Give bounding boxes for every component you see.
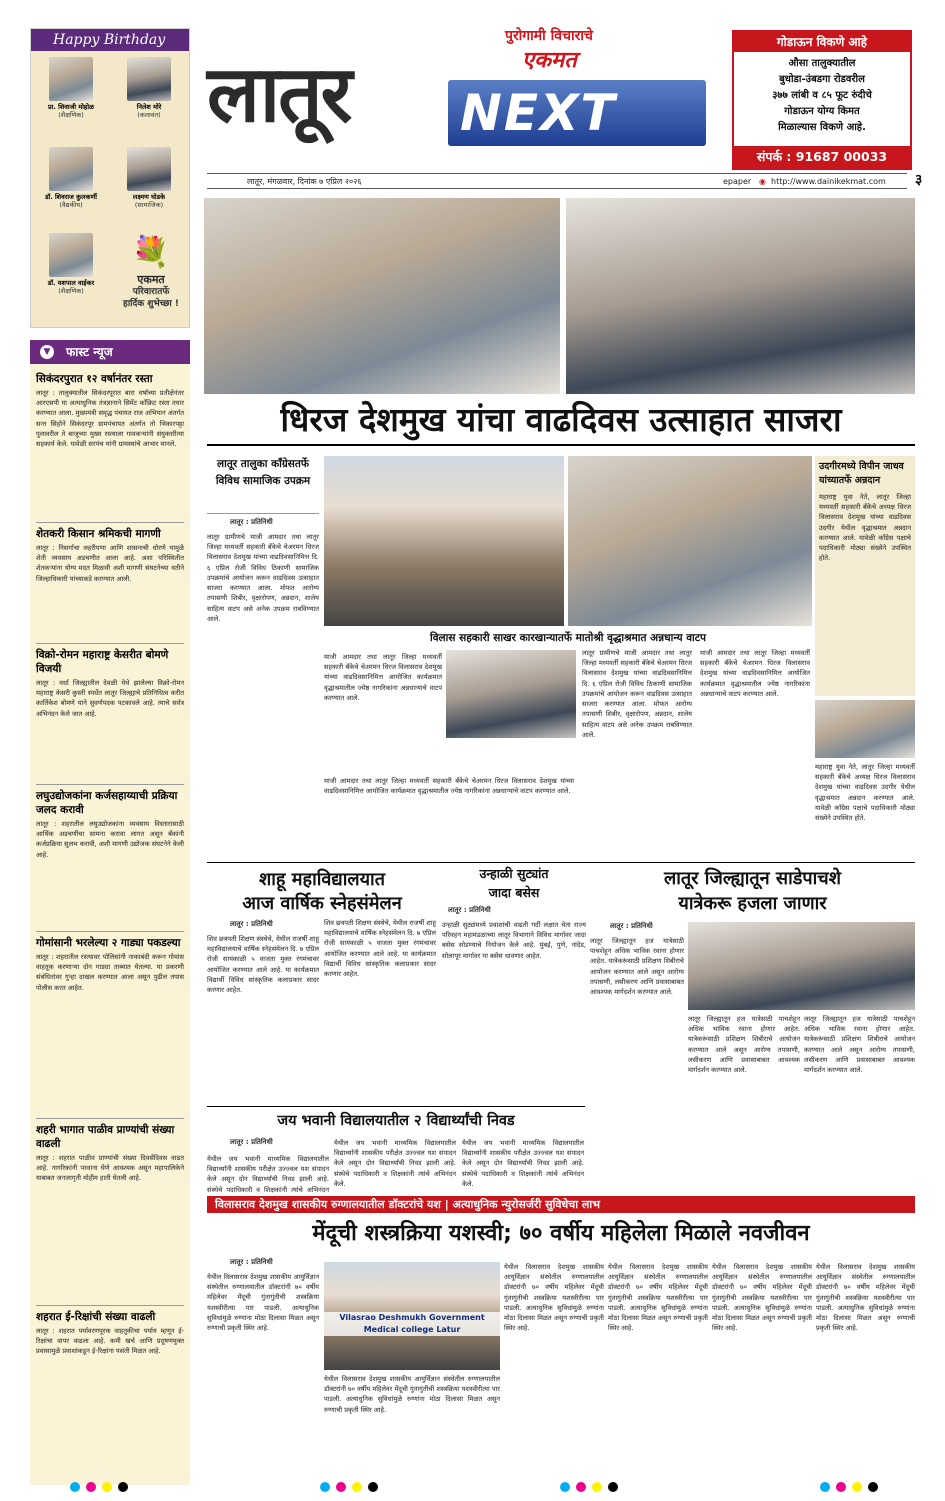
byline: लातूर : प्रतिनिधी [230, 920, 273, 928]
news-headline: गोमांसानी भरलेल्या २ गाड्या पकडल्या [36, 937, 181, 949]
article-body: लातूर जिल्ह्यातून हज यात्रेसाठी पाचशेहून अधिक भाविक रवाना होणार आहेत. यात्रेकरूंसाठी प्रशिक्षण शिबीराचे आयोजन करण्यात आले असून आरोग्य तपासणी, लसीकरण आणि प्रवासाबाबत आवश्यक मार्गदर्शन करण्यात आले. [590, 937, 684, 997]
globe-icon: ◉ [759, 177, 766, 186]
chevron-down-icon: ▼ [40, 345, 54, 359]
ad-body: औसा तालुक्यातील बुधोडा-उंबडगा रोडवरील ३७७ लांबी व ८५ फूट रुंदीचे गोडाऊन योग्य किमत मिळाल्यास विकणे आहे. [772, 58, 872, 133]
registration-mark [336, 1482, 346, 1492]
article-body: येथील जय भवानी माध्यमिक विद्यालयातील विद्यार्थ्यांनी शासकीय परीक्षेत उज्ज्वल यश संपादन केले असून दोन विद्यार्थ्यांची निवड झाली आहे. संस्थेचे पदाधिकारी व शिक्षकांनी त्यांचे अभिनंदन केले. [462, 1139, 584, 1188]
birthday-person: डॉ. यशपाल वाईकर (शैक्षणिक) [35, 233, 107, 296]
birthday-title: Happy Birthday [31, 29, 189, 51]
article-body: माजी आमदार तथा लातूर जिल्हा मध्यवर्ती सहकारी बँकेचे चेअरमन धिरज विलासराव देशमुख यांच्या वाढदिवसानिमित्त आयोजित कार्यक्रमात वृद्धाश्रमातील ज्येष्ठ नागरिकांना अन्नधान्याचे वाटप करण्यात आले. [700, 649, 810, 698]
divider [36, 784, 184, 785]
article-body: लातूर जिल्ह्यातून हज यात्रेसाठी पाचशेहून अधिक भाविक रवाना होणार आहेत. यात्रेकरूंसाठी प्रशिक्षण शिबीराचे आयोजन करण्यात आले असून आरोग्य तपासणी, लसीकरण आणि प्रवासाबाबत आवश्यक मार्गदर्शन करण्यात आले. [804, 1015, 915, 1075]
article-body: उन्हाळी सुट्यांमध्ये प्रवाशांची वाढती गर्दी लक्षात घेता राज्य परिवहन महामंडळाच्या लातूर विभागाने विविध मार्गावर जादा बसेस सोडण्याचे नियोजन केले आहे. मुंबई, पुणे, नांदेड, सोलापूर मार्गावर या बसेस धावणार आहेत. [442, 921, 586, 960]
masthead-tagline: पुरोगामी विचाराचे [505, 28, 593, 44]
article-body: येथील विलासराव देशमुख शासकीय आयुर्विज्ञान संस्थेतील रुग्णालयातील डॉक्टरांनी ७० वर्षीय महिलेवर मेंदूची गुंतागुंतीची शस्त्रक्रिया यशस्वीरीत्या पार पाडली. अत्याधुनिक सुविधांमुळे रुग्णांना मोठा दिलासा मिळत असून रुग्णाची प्रकृती स्थिर आहे. [324, 1375, 500, 1414]
registration-mark [608, 1482, 618, 1492]
epaper-label: epaper [723, 177, 752, 186]
registration-mark [70, 1482, 80, 1492]
birthday-wish: 💐 एकमत परिवारातर्फे हार्दिक शुभेच्छा ! [113, 233, 189, 311]
news-body: लातूर : निसर्गाचा लहरीपणा आणि शासनाची धोरणे यामुळे शेती व्यवसाय अडचणीत आला आहे. अशा परिस्थितीत शेतकऱ्यांना योग्य मदत मिळावी अशी मागणी संघटनेच्या वतीने जिल्हाधिकारी यांच्याकडे करण्यात आली. [36, 544, 184, 583]
byline: लातूर : प्रतिनिधी [610, 922, 653, 930]
bouquet-icon: 💐 [132, 235, 170, 270]
registration-mark [102, 1482, 112, 1492]
divider [207, 444, 915, 446]
avatar [49, 57, 93, 101]
sub-title: लातूर तालुका काँग्रेसतर्फे विविध सामाजिक उपक्रम [215, 458, 311, 487]
surgery-headline: मेंदूची शस्त्रक्रिया यशस्वी; ७० वर्षीय महिलेला मिळाले नवजीवन [312, 1221, 810, 1246]
photo-old-age-home [446, 650, 576, 738]
side-story [815, 456, 915, 696]
news-body: लातूर : वर्धा जिल्ह्यातील देवळी येथे झालेल्या विक्रो-रोमन महाराष्ट्र केसरी कुस्ती स्पर्धेत लातूर जिल्ह्याचे प्रतिनिधित्व करीत कार्तिकेश बोमणे याने सुवर्णपदक पटकावले आहे. त्याचे सर्वत्र अभिनंदन केले जात आहे. [36, 679, 184, 718]
shahu-headline: शाहू महाविद्यालयात आज वार्षिक स्नेहसंमेलन [242, 869, 402, 914]
news-body: लातूर : तालुक्यातील सिकंदरपूरात बारा वर्षांच्या प्रतीक्षेनंतर आरएसपी या अत्याधुनिक तंत्रज्ञानाने सिमेंट काँक्रिट रस्ता तयार करण्यात आला. मुख्यमंत्री समृद्ध पंचायत राज अभियान अंतर्गत सन्त सिहोने सिकंदरपूर ग्रामपंचायत अंतर्गत तो भिकारपट्टा पुलावरील ते बाजूच्या मुख्य रस्त्याला गावकऱ्यांनी संयुक्तरीत्या सहकार्य केले. यावेळी सरपंच यांनी ग्रामस्थांचे आभार मानले. [36, 389, 184, 449]
masthead-next: NEXT [448, 80, 706, 146]
news-headline: विक्रो-रोमन महाराष्ट्र केसरीत बोमणे विजयी [36, 649, 169, 675]
article-body: महाराष्ट्र युवा नेते, लातूर जिल्हा मध्यवर्ती सहकारी बँकेचे अध्यक्ष धिरज विलासराव देशमुख यांच्या वाढदिवस उदगीर येथील वृद्धाश्रमात अन्नदान करण्यात आले. यावेळी काँग्रेस पक्षाचे पदाधिकारी मोठ्या संख्येने उपस्थित होते. [815, 763, 915, 823]
divider [207, 862, 915, 863]
registration-mark [320, 1482, 330, 1492]
avatar [127, 57, 171, 101]
article-body: येथील जय भवानी माध्यमिक विद्यालयातील विद्यार्थ्यांनी शासकीय परीक्षेत उज्ज्वल यश संपादन केले असून दोन विद्यार्थ्यांची निवड झाली आहे. संस्थेचे पदाधिकारी व शिक्षकांनी त्यांचे अभिनंदन केले. [334, 1139, 456, 1188]
photo-tribute [566, 198, 915, 394]
news-headline: शेतकरी किसान श्रमिकची मागणी [36, 528, 161, 540]
photo-cake-cutting [204, 198, 560, 394]
birthday-person: निलेश मोरे (कलावंत) [113, 57, 185, 120]
byline: लातूर : प्रतिनिधी [230, 518, 273, 526]
dateline-bar [207, 173, 907, 189]
birthday-box [30, 28, 190, 328]
photo-group [324, 456, 564, 626]
article-body: येथील विलासराव देशमुख शासकीय आयुर्विज्ञान संस्थेतील रुग्णालयातील डॉक्टरांनी ७० वर्षीय महिलेवर मेंदूची गुंतागुंतीची शस्त्रक्रिया यशस्वीरीत्या पार पाडली. अत्याधुनिक सुविधांमुळे रुग्णांना मोठा दिलासा मिळत असून रुग्णाची प्रकृती स्थिर आहे. [207, 1273, 319, 1333]
registration-mark [560, 1482, 570, 1492]
fast-news-column [30, 340, 190, 1485]
side-story-body: महाराष्ट्र युवा नेते, लातूर जिल्हा मध्यवर्ती सहकारी बँकेचे अध्यक्ष धिरज विलासराव देशमुख यांच्या वाढदिवस उदगीर येथील वृद्धाश्रमात अन्नदान करण्यात आले. यावेळी काँग्रेस पक्षाचे पदाधिकारी मोठ्या संख्येने उपस्थित होते. [819, 493, 911, 563]
photo-udgir [815, 700, 915, 758]
article-body: येथील विलासराव देशमुख शासकीय आयुर्विज्ञान संस्थेतील रुग्णालयातील डॉक्टरांनी ७० वर्षीय महिलेवर मेंदूची गुंतागुंतीची शस्त्रक्रिया यशस्वीरीत्या पार पाडली. अत्याधुनिक सुविधांमुळे रुग्णांना मोठा दिलासा मिळत असून रुग्णाची प्रकृती स्थिर आहे. [816, 1263, 915, 1333]
news-headline: सिकंदरपुरात १२ वर्षानंतर रस्ता [36, 373, 153, 385]
photo-donation [568, 456, 812, 626]
article-body: लातूर ग्रामीणचे माजी आमदार तथा लातूर जिल्हा मध्यवर्ती सहकारी बँकेचे चेअरमन धिरज विलासराव देशमुख यांच्या वाढदिवसानिमित्त दि. ६ एप्रिल रोजी विविध ठिकाणी सामाजिक उपक्रमांचे आयोजन करून वाढदिवस उत्साहात साजरा करण्यात आला. मोफत आरोग्य तपासणी शिबीर, वृक्षारोपण, अन्नदान, शालेय साहित्य वाटप असे अनेक उपक्रम राबविण्यात आले. [207, 533, 319, 623]
divider [36, 931, 184, 932]
haj-headline: लातूर जिल्ह्यातून साडेपाचशे यात्रेकरू हजला जाणार [664, 868, 841, 914]
fast-news-header: ▼ फास्ट न्यूज [30, 340, 190, 364]
sub-title-box [207, 456, 319, 514]
article-body: शिव छत्रपती शिक्षण संस्थेचे, येथील राजर्षी शाहू महाविद्यालयाचे वार्षिक स्नेहसंमेलन दि. ७ एप्रिल रोजी सायंकाळी ५ वाजता मुक्त रंगमंचावर आयोजित करण्यात आले आहे. या कार्यक्रमात विद्यार्थी विविध सांस्कृतिक कलाप्रकार सादर करणार आहेत. [324, 919, 436, 979]
side-story-title: उदगीरमध्ये विपीन जाधव यांच्यातर्फे अन्नदान [819, 461, 904, 486]
news-body: लातूर : शहरात पर्यावरणपूरक वाहतुकीचा पर्याय म्हणून ई-रिक्षांचा वापर वाढला आहे. कमी खर्च आणि प्रदूषणमुक्त प्रवासामुळे प्रवाशांकडून ई-रिक्षांना पसंती मिळत आहे. [36, 1327, 184, 1356]
caption-body: माजी आमदार तथा लातूर जिल्हा मध्यवर्ती सहकारी बँकेचे चेअरमन धिरज विलासराव देशमुख यांच्या वाढदिवसानिमित्त आयोजित कार्यक्रमात वृद्धाश्रमातील ज्येष्ठ नागरिकांना अन्नधान्याचे वाटप करण्यात आले. [324, 653, 442, 702]
photo-caption: Vilasrao Deshmukh Government Medical college Latur [324, 1312, 500, 1336]
surgery-band: विलासराव देशमुख शासकीय रुग्णालयातील डॉक्टरांचे यश | अत्याधुनिक न्युरोसर्जरी सुविधेचा लाभ [207, 1196, 915, 1213]
masthead-brand: एकमत [522, 48, 577, 73]
birthday-person: डॉ. शिवराज कुलकर्णी (वैद्यकीय) [35, 147, 107, 210]
divider [36, 522, 184, 523]
byline: लातूर : प्रतिनिधी [448, 906, 491, 914]
avatar [49, 233, 93, 277]
article-body: माजी आमदार तथा लातूर जिल्हा मध्यवर्ती सहकारी बँकेचे चेअरमन धिरज विलासराव देशमुख यांच्या वाढदिवसानिमित्त आयोजित कार्यक्रमात वृद्धाश्रमातील ज्येष्ठ नागरिकांना अन्नधान्याचे वाटप करण्यात आले. [324, 777, 574, 796]
article-body: शिव छत्रपती शिक्षण संस्थेचे, येथील राजर्षी शाहू महाविद्यालयाचे वार्षिक स्नेहसंमेलन दि. ७ एप्रिल रोजी सायंकाळी ५ वाजता मुक्त रंगमंचावर आयोजित करण्यात आले आहे. या कार्यक्रमात विद्यार्थी विविध सांस्कृतिक कलाप्रकार सादर करणार आहेत. [207, 935, 319, 995]
byline: लातूर : प्रतिनिधी [230, 1258, 273, 1266]
news-body: लातूर : शहरातील रस्त्यावर पोलिसांनी नाकाबंदी करून गोमांस वाहतूक करणाऱ्या दोन गाड्या ताब्यात घेतल्या. या प्रकरणी संबंधितांवर गुन्हा दाखल करण्यात आला असून पुढील तपास पोलीस करत आहेत. [36, 953, 184, 992]
ad-contact: संपर्क : 91687 00033 [734, 146, 910, 168]
byline: लातूर : प्रतिनिधी [230, 1138, 273, 1146]
photo-caption: विलास सहकारी साखर कारखान्यातर्फे मातोश्री वृद्धाश्रमात अन्नधान्य वाटप [429, 632, 707, 644]
news-body: लातूर : शहरात पाळीव प्राण्यांची संख्या दिवसेंदिवस वाढत आहे. नागरिकांनी परवाना घेणे आवश्यक असून महापालिकेने याबाबत जनजागृती मोहीम हाती घेतली आहे. [36, 1154, 184, 1183]
registration-mark [868, 1482, 878, 1492]
registration-mark [592, 1482, 602, 1492]
ad-title: गोडाऊन विकणे आहे [734, 32, 910, 52]
divider [207, 1106, 585, 1107]
masthead-logo: लातूर [207, 50, 351, 140]
divider [36, 1118, 184, 1119]
news-headline: शहरी भागात पाळीव प्राण्यांची संख्या वाढली [36, 1124, 175, 1150]
article-body: येथील जय भवानी माध्यमिक विद्यालयातील विद्यार्थ्यांनी शासकीय परीक्षेत उज्ज्वल यश संपादन केले असून दोन विद्यार्थ्यांची निवड झाली आहे. संस्थेचे पदाधिकारी व शिक्षकांनी त्यांचे अभिनंदन [207, 1155, 329, 1194]
avatar [49, 147, 93, 191]
divider [36, 643, 184, 644]
classified-ad [732, 30, 912, 170]
registration-mark [852, 1482, 862, 1492]
registration-mark [118, 1482, 128, 1492]
website-link[interactable]: http://www.dainikekmat.com [771, 177, 886, 186]
birthday-person: प्रा. शिवाजी मोहोळ (शैक्षणिक) [35, 57, 107, 120]
bus-headline: उन्हाळी सुट्यांत जादा बसेस [479, 866, 549, 900]
news-headline: शहरात ई-रिक्षांची संख्या वाढली [36, 1311, 156, 1323]
news-body: लातूर : शहरातील लघुउद्योजकांना व्यवसाय विस्तारासाठी आर्थिक अडचणींचा सामना करावा लागत असून बँकांनी कर्जप्रक्रिया सुलभ करावी, अशी मागणी उद्योजक संघटनेने केली आहे. [36, 820, 184, 859]
avatar [127, 147, 171, 191]
main-headline: धिरज देशमुख यांचा वाढदिवस उत्साहात साजरा [280, 400, 842, 439]
date-text: लातूर, मंगळवार, दिनांक ७ एप्रिल २०२६ [247, 177, 362, 186]
photo-haj-training [688, 922, 915, 1010]
registration-mark [820, 1482, 830, 1492]
birthday-person: लक्ष्मण घोडके (सामाजिक) [113, 147, 185, 210]
divider [36, 1305, 184, 1306]
registration-mark [576, 1482, 586, 1492]
article-body: लातूर ग्रामीणचे माजी आमदार तथा लातूर जिल्हा मध्यवर्ती सहकारी बँकेचे चेअरमन धिरज विलासराव देशमुख यांच्या वाढदिवसानिमित्त दि. ६ एप्रिल रोजी विविध ठिकाणी सामाजिक उपक्रमांचे आयोजन करून वाढदिवस उत्साहात साजरा करण्यात आला. मोफत आरोग्य तपासणी शिबीर, वृक्षारोपण, अन्नदान, शालेय साहित्य वाटप असे अनेक उपक्रम राबविण्यात आले. [582, 649, 692, 739]
registration-mark [368, 1482, 378, 1492]
registration-mark [352, 1482, 362, 1492]
registration-mark [836, 1482, 846, 1492]
article-body: येथील विलासराव देशमुख शासकीय आयुर्विज्ञान संस्थेतील रुग्णालयातील डॉक्टरांनी ७० वर्षीय महिलेवर मेंदूची गुंतागुंतीची शस्त्रक्रिया यशस्वीरीत्या पार पाडली. अत्याधुनिक सुविधांमुळे रुग्णांना मोठा दिलासा मिळत असून रुग्णाची प्रकृती स्थिर आहे. [712, 1263, 812, 1333]
article-body: लातूर जिल्ह्यातून हज यात्रेसाठी पाचशेहून अधिक भाविक रवाना होणार आहेत. यात्रेकरूंसाठी प्रशिक्षण शिबीराचे आयोजन करण्यात आले असून आरोग्य तपासणी, लसीकरण आणि प्रवासाबाबत आवश्यक मार्गदर्शन करण्यात आले. [688, 1015, 800, 1075]
article-body: येथील विलासराव देशमुख शासकीय आयुर्विज्ञान संस्थेतील रुग्णालयातील डॉक्टरांनी ७० वर्षीय महिलेवर मेंदूची गुंतागुंतीची शस्त्रक्रिया यशस्वीरीत्या पार पाडली. अत्याधुनिक सुविधांमुळे रुग्णांना मोठा दिलासा मिळत असून रुग्णाची प्रकृती स्थिर आहे. [608, 1263, 708, 1333]
page-number: ३ [915, 172, 923, 188]
registration-mark [86, 1482, 96, 1492]
jay-headline: जय भवानी विद्यालयातील २ विद्यार्थ्यांची निवड [277, 1113, 515, 1129]
article-body: येथील विलासराव देशमुख शासकीय आयुर्विज्ञान संस्थेतील रुग्णालयातील डॉक्टरांनी ७० वर्षीय महिलेवर मेंदूची गुंतागुंतीची शस्त्रक्रिया यशस्वीरीत्या पार पाडली. अत्याधुनिक सुविधांमुळे रुग्णांना मोठा दिलासा मिळत असून रुग्णाची प्रकृती स्थिर आहे. [504, 1263, 604, 1333]
news-headline: लघुउद्योजकांना कर्जसहाय्याची प्रक्रिया जलद करावी [36, 790, 178, 816]
